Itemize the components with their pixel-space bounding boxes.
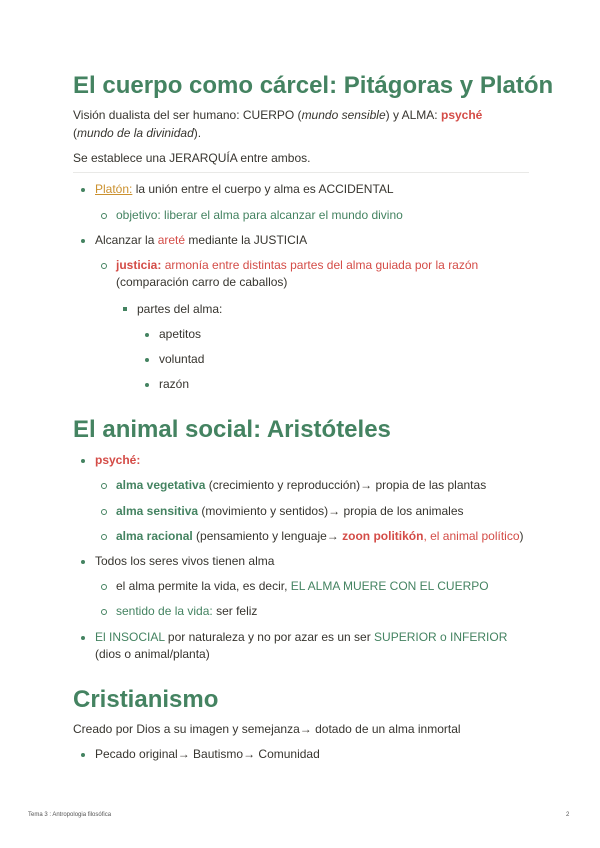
bullet-circle-icon <box>101 584 107 590</box>
cristianismo-paragraph: Creado por Dios a su imagen y semejanza→ dotado de un alma inmortal <box>73 722 461 736</box>
bullet-dot-icon <box>81 188 85 192</box>
bullet-circle-icon <box>101 483 107 489</box>
objetivo-text: objetivo: liberar el alma para alcanzar el mundo divino <box>116 208 403 222</box>
paren-open: ( <box>73 126 77 140</box>
mundo-sensible-text: mundo sensible <box>301 108 386 122</box>
alma-muere-highlight: EL ALMA MUERE CON EL CUERPO <box>290 579 489 593</box>
footer-title: Tema 3 : Antropologia filosófica <box>28 812 112 818</box>
bullet-dot-icon <box>145 358 149 362</box>
section-title-pitagoras-platon: El cuerpo como cárcel: Pitágoras y Platón <box>73 72 554 99</box>
arete-text-post: mediante la JUSTICIA <box>185 233 308 247</box>
bullet-dot-icon <box>81 636 85 640</box>
part-razon: razón <box>159 377 190 391</box>
list-item-sensitiva <box>73 503 464 520</box>
bullet-dot-icon <box>81 239 85 243</box>
list-item-partes <box>73 301 222 318</box>
vegetativa-text: (crecimiento y reproducción)→ propia de las plantas <box>205 478 487 492</box>
dualism-text-mid: ) y ALMA: <box>385 108 441 122</box>
list-item-seres <box>73 553 274 570</box>
bullet-circle-icon <box>101 213 107 219</box>
arete-text-pre: Alcanzar la <box>95 233 158 247</box>
list-item-pecado <box>73 746 320 763</box>
bullet-circle-icon <box>101 609 107 615</box>
paren-close: ). <box>193 126 202 140</box>
list-item-objetivo <box>73 207 403 224</box>
dualism-text: Visión dualista del ser humano: CUERPO ( <box>73 108 302 122</box>
bullet-dot-icon <box>145 383 149 387</box>
bullet-circle-icon <box>101 509 107 515</box>
part-voluntad: voluntad <box>159 352 205 366</box>
animal-politico-text: , el animal político <box>423 529 520 543</box>
bullet-dot-icon <box>81 459 85 463</box>
list-item-apetitos <box>73 326 201 343</box>
bullet-circle-icon <box>101 263 107 269</box>
list-item-arete <box>73 232 307 249</box>
racional-label: alma racional <box>116 529 193 543</box>
sentido-text: ser feliz <box>212 604 258 618</box>
list-item-vegetativa <box>73 477 486 494</box>
seres-text: Todos los seres vivos tienen alma <box>95 554 275 568</box>
list-item-racional <box>73 528 524 545</box>
arete-highlight: areté <box>157 233 186 247</box>
list-item-voluntad <box>73 351 204 368</box>
permite-text: el alma permite la vida, es decir, <box>116 579 291 593</box>
footer-page-number: 2 <box>566 812 570 818</box>
justicia-comparison: (comparación carro de caballos) <box>116 275 288 289</box>
racional-text: (pensamiento y lenguaje→ <box>192 529 343 543</box>
psyche-label: psyché: <box>95 453 141 467</box>
pecado-text: Pecado original→ Bautismo→ Comunidad <box>95 747 320 761</box>
bullet-dot-icon <box>81 560 85 564</box>
partes-text: partes del alma: <box>137 302 223 316</box>
list-item-razon <box>73 376 189 393</box>
list-item-platon <box>73 181 394 198</box>
list-item-sentido <box>73 603 257 620</box>
mundo-divinidad-text: mundo de la divinidad <box>77 126 194 140</box>
sentido-label: sentido de la vida: <box>116 604 213 618</box>
sensitiva-label: alma sensitiva <box>116 504 199 518</box>
list-item-justicia <box>73 257 478 291</box>
justicia-label: justicia: <box>116 258 162 272</box>
sensitiva-text: (movimiento y sentidos)→ propia de los animales <box>198 504 464 518</box>
platon-link[interactable]: Platón: <box>95 182 133 196</box>
zoon-politikon-highlight: zoon politikón <box>342 529 424 543</box>
divider <box>73 172 529 173</box>
bullet-dot-icon <box>81 753 85 757</box>
platon-text: la unión entre el cuerpo y alma es ACCIDENTAL <box>132 182 394 196</box>
insocial-highlight: El INSOCIAL <box>95 630 165 644</box>
dualism-paragraph <box>73 106 533 142</box>
bullet-square-icon <box>123 307 127 311</box>
section-title-aristoteles: El animal social: Aristóteles <box>73 416 391 443</box>
hierarchy-paragraph: Se establece una JERARQUÍA entre ambos. <box>73 151 311 165</box>
superior-inferior-highlight: SUPERIOR o INFERIOR <box>374 630 508 644</box>
vegetativa-label: alma vegetativa <box>116 478 206 492</box>
list-item-insocial <box>73 629 507 663</box>
justicia-text: armonía entre distintas partes del alma guiada por la razón <box>161 258 479 272</box>
insocial-text: por naturaleza y no por azar es un ser <box>164 630 375 644</box>
part-apetitos: apetitos <box>159 327 202 341</box>
list-item-permite <box>73 578 489 595</box>
section-title-cristianismo: Cristianismo <box>73 686 219 713</box>
racional-close: ) <box>519 529 524 543</box>
bullet-circle-icon <box>101 534 107 540</box>
dios-animal-text: (dios o animal/planta) <box>95 647 210 661</box>
psyche-highlight: psyché <box>440 108 483 122</box>
bullet-dot-icon <box>145 333 149 337</box>
list-item-psyche <box>73 452 140 469</box>
